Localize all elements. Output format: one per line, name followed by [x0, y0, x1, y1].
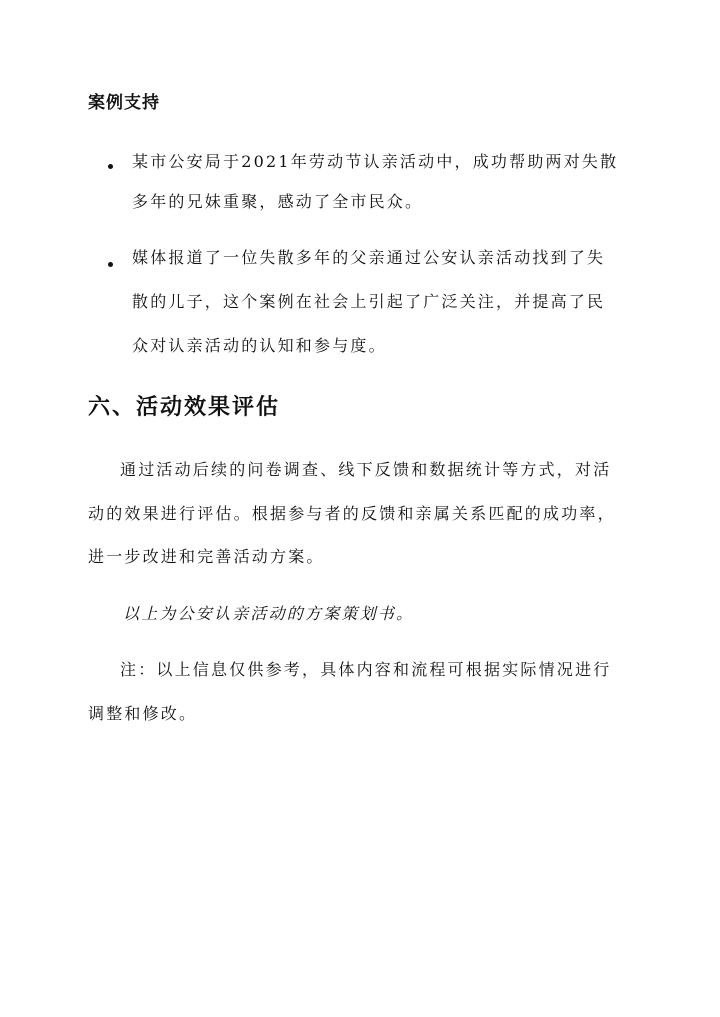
- evaluation-paragraph-line-2: 动的效果进行评估。根据参与者的反馈和亲属关系匹配的成功率，: [88, 504, 616, 523]
- case-2-line-1: 媒体报道了一位失散多年的父亲通过公安认亲活动找到了失: [132, 248, 606, 267]
- case-1-line-2: 多年的兄妹重聚，感动了全市民众。: [132, 192, 424, 211]
- evaluation-paragraph-line-1: 通过活动后续的问卷调查、线下反馈和数据统计等方式，对活: [120, 460, 612, 479]
- section-title: 六、活动效果评估: [88, 395, 281, 420]
- case-2-line-3: 众对认亲活动的认知和参与度。: [132, 336, 387, 355]
- closing-statement: 以上为公安认亲活动的方案策划书。: [123, 604, 415, 623]
- case-1-line-1: 某市公安局于2021年劳动节认亲活动中，成功帮助两对失散: [132, 152, 619, 171]
- evaluation-paragraph-line-3: 进一步改进和完善活动方案。: [88, 547, 325, 566]
- bullet-dot-icon: [108, 164, 113, 169]
- note-line-2: 调整和修改。: [88, 704, 198, 723]
- bullet-dot-icon: [108, 262, 113, 267]
- case-2-line-2: 散的儿子，这个案例在社会上引起了广泛关注，并提高了民: [132, 292, 606, 311]
- case-support-heading: 案例支持: [88, 93, 160, 113]
- note-line-1: 注：以上信息仅供参考，具体内容和流程可根据实际情况进行: [120, 660, 612, 679]
